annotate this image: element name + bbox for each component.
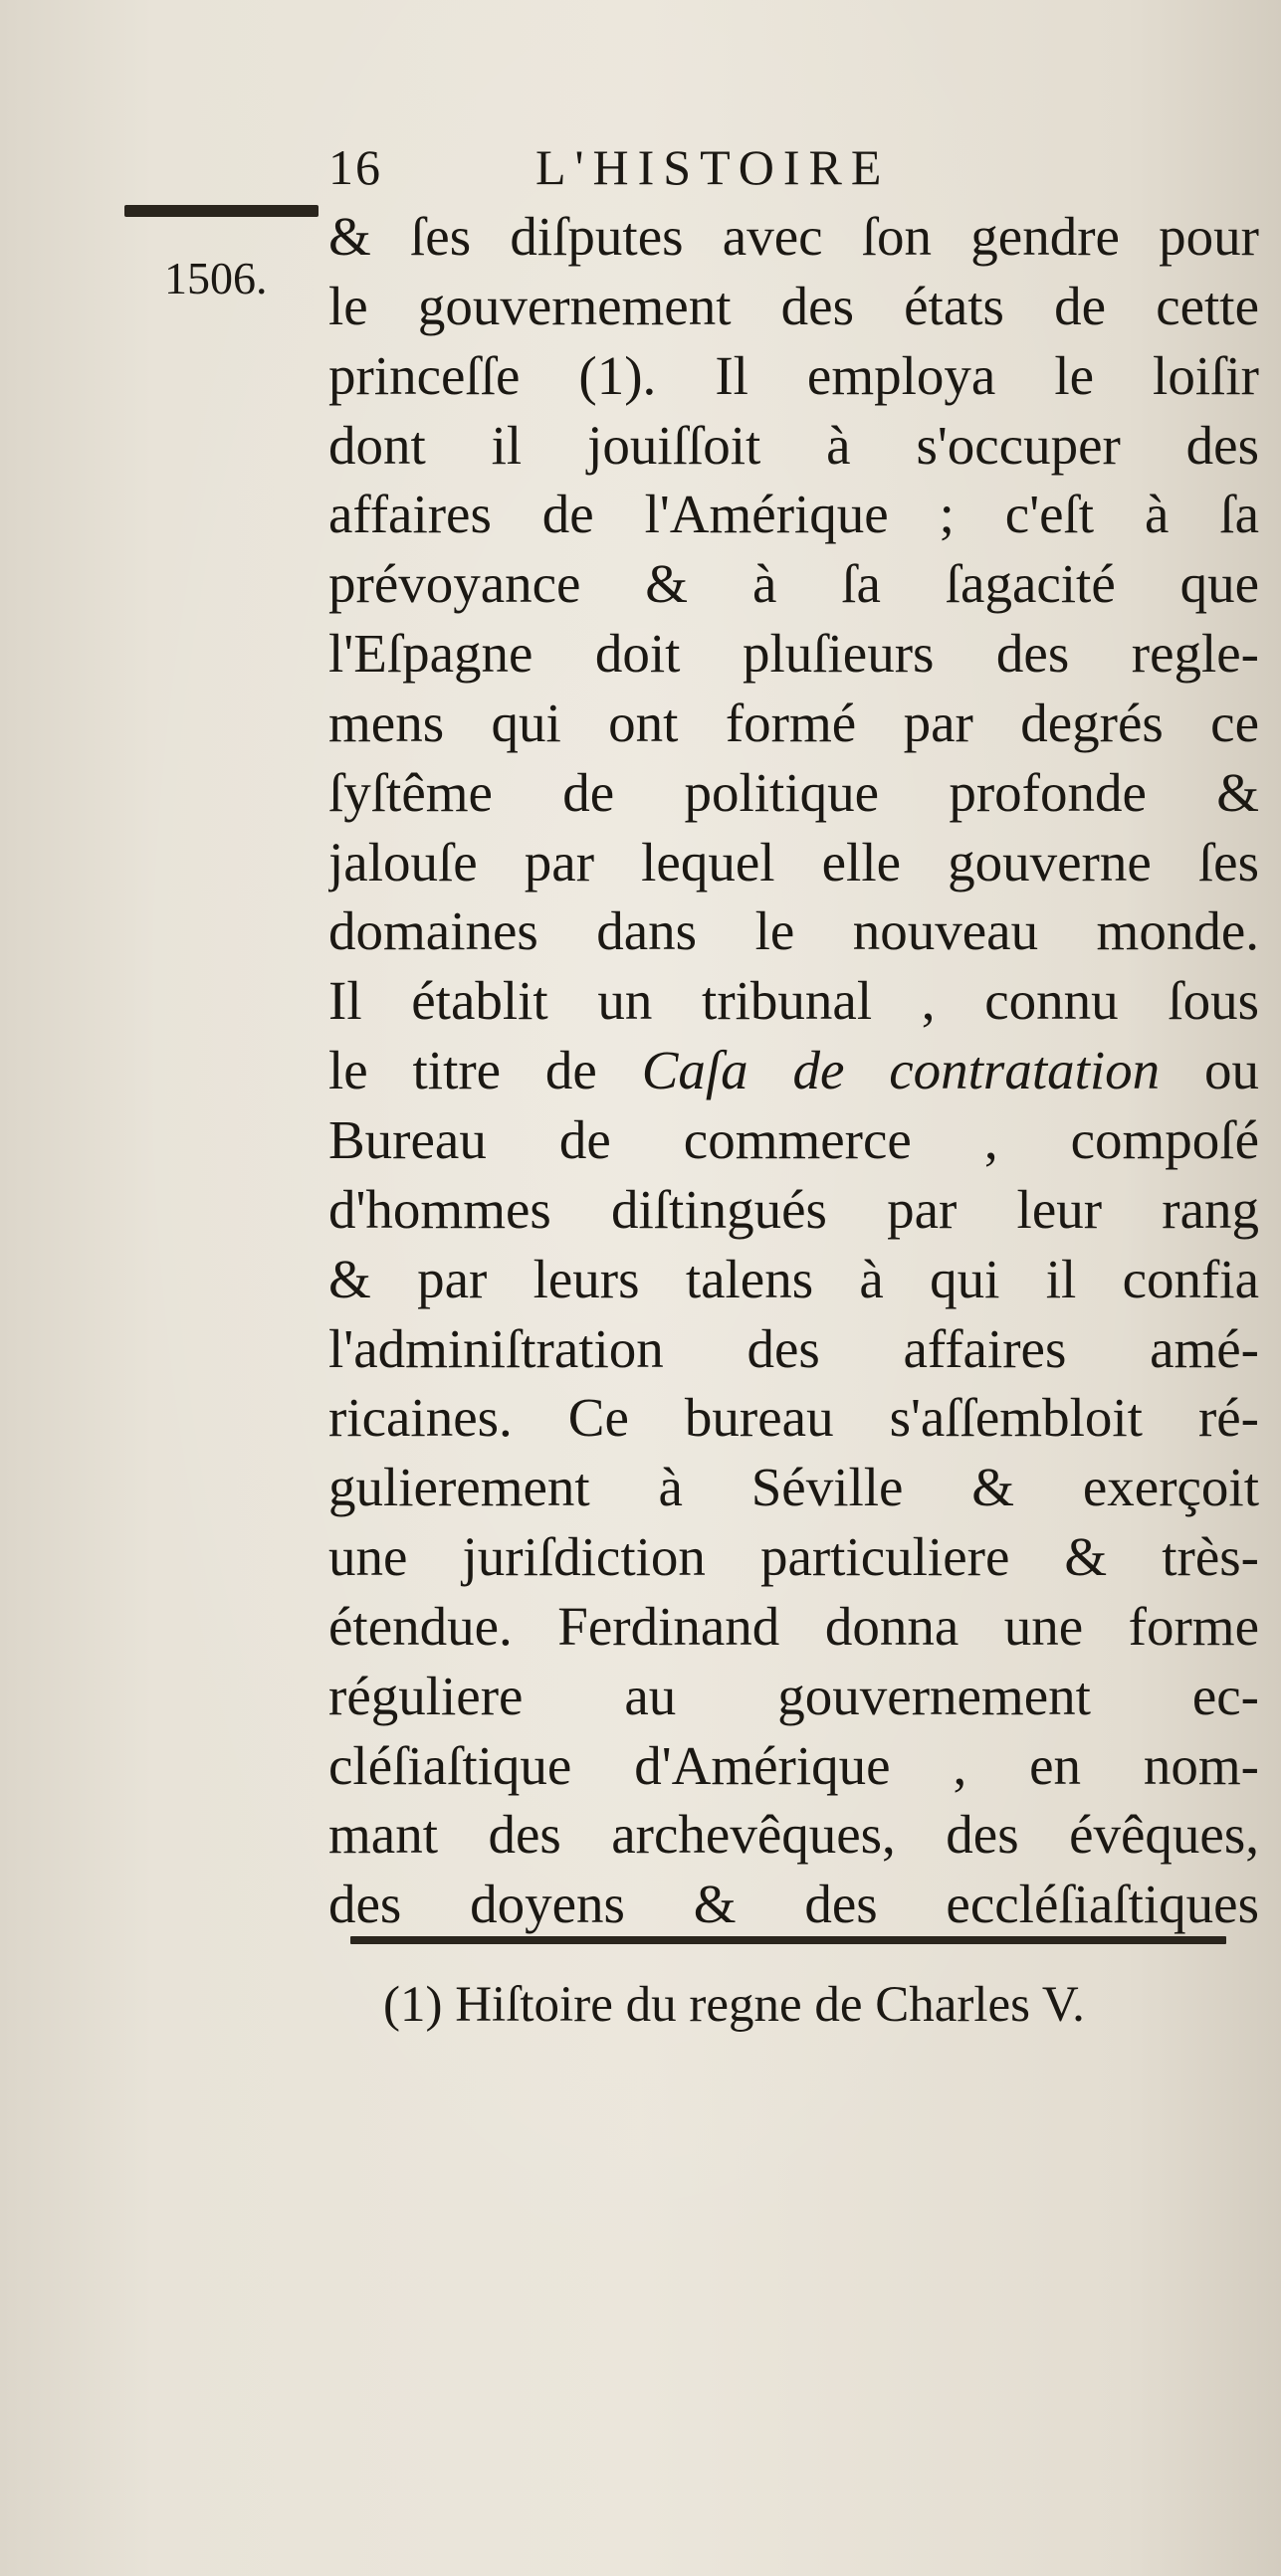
italic-title: Caſa de contratation bbox=[641, 1040, 1161, 1101]
text-line: Bureau de commerce , compoſé bbox=[328, 1108, 1259, 1170]
text-line: princeſſe (1). Il employa le loiſir bbox=[328, 344, 1259, 406]
text-line: étendue. Ferdinand donna une forme bbox=[328, 1595, 1259, 1657]
text-line: & ſes diſputes avec ſon gendre pour bbox=[328, 206, 1259, 267]
text-line-with-italic bbox=[328, 1036, 1259, 1105]
footnote: (1) Hiſtoire du regne de Charles V. bbox=[383, 1977, 1085, 2033]
text-line: le gouvernement des états de cette bbox=[328, 275, 1259, 336]
text-line: mant des archevêques, des évêques, bbox=[328, 1804, 1259, 1866]
margin-rule bbox=[124, 205, 319, 217]
footnote-rule bbox=[350, 1936, 1226, 1944]
text-line: & par leurs talens à qui il confia bbox=[328, 1248, 1259, 1309]
text-line: affaires de l'Amérique ; c'eſt à ſa bbox=[328, 484, 1259, 545]
text-line: dont il jouiſſoit à s'occuper des bbox=[328, 414, 1259, 476]
text-line: ricaines. Ce bureau s'aſſembloit ré- bbox=[328, 1387, 1259, 1449]
text-line: Il établit un tribunal , connu ſous bbox=[328, 970, 1259, 1032]
page-number: 16 bbox=[328, 139, 382, 195]
text-line: une juriſdiction particuliere & très- bbox=[328, 1526, 1259, 1588]
text-line: des doyens & des eccléſiaſtiques bbox=[328, 1874, 1259, 1935]
text-segment: ou bbox=[1204, 1040, 1259, 1101]
text-line: réguliere au gouvernement ec- bbox=[328, 1665, 1259, 1726]
text-line: domaines dans le nouveau monde. bbox=[328, 900, 1259, 962]
running-head bbox=[328, 137, 965, 197]
text-line: d'hommes diſtingués par leur rang bbox=[328, 1178, 1259, 1240]
text-line: l'Eſpagne doit pluſieurs des regle- bbox=[328, 623, 1259, 685]
margin-year-note: 1506. bbox=[164, 253, 268, 303]
text-line: jalouſe par lequel elle gouverne ſes bbox=[328, 831, 1259, 892]
text-line: cléſiaſtique d'Amérique , en nom- bbox=[328, 1734, 1259, 1796]
text-line: mens qui ont formé par degrés ce bbox=[328, 692, 1259, 753]
text-line: prévoyance & à ſa ſagacité que bbox=[328, 553, 1259, 615]
text-segment: le titre de bbox=[328, 1040, 597, 1101]
running-title: L'HISTOIRE bbox=[535, 139, 891, 195]
text-line: ſyſtême de politique profonde & bbox=[328, 761, 1259, 823]
text-line: l'adminiſtration des affaires amé- bbox=[328, 1317, 1259, 1379]
body-text bbox=[328, 202, 1259, 1939]
text-line: gulierement à Séville & exerçoit bbox=[328, 1457, 1259, 1518]
